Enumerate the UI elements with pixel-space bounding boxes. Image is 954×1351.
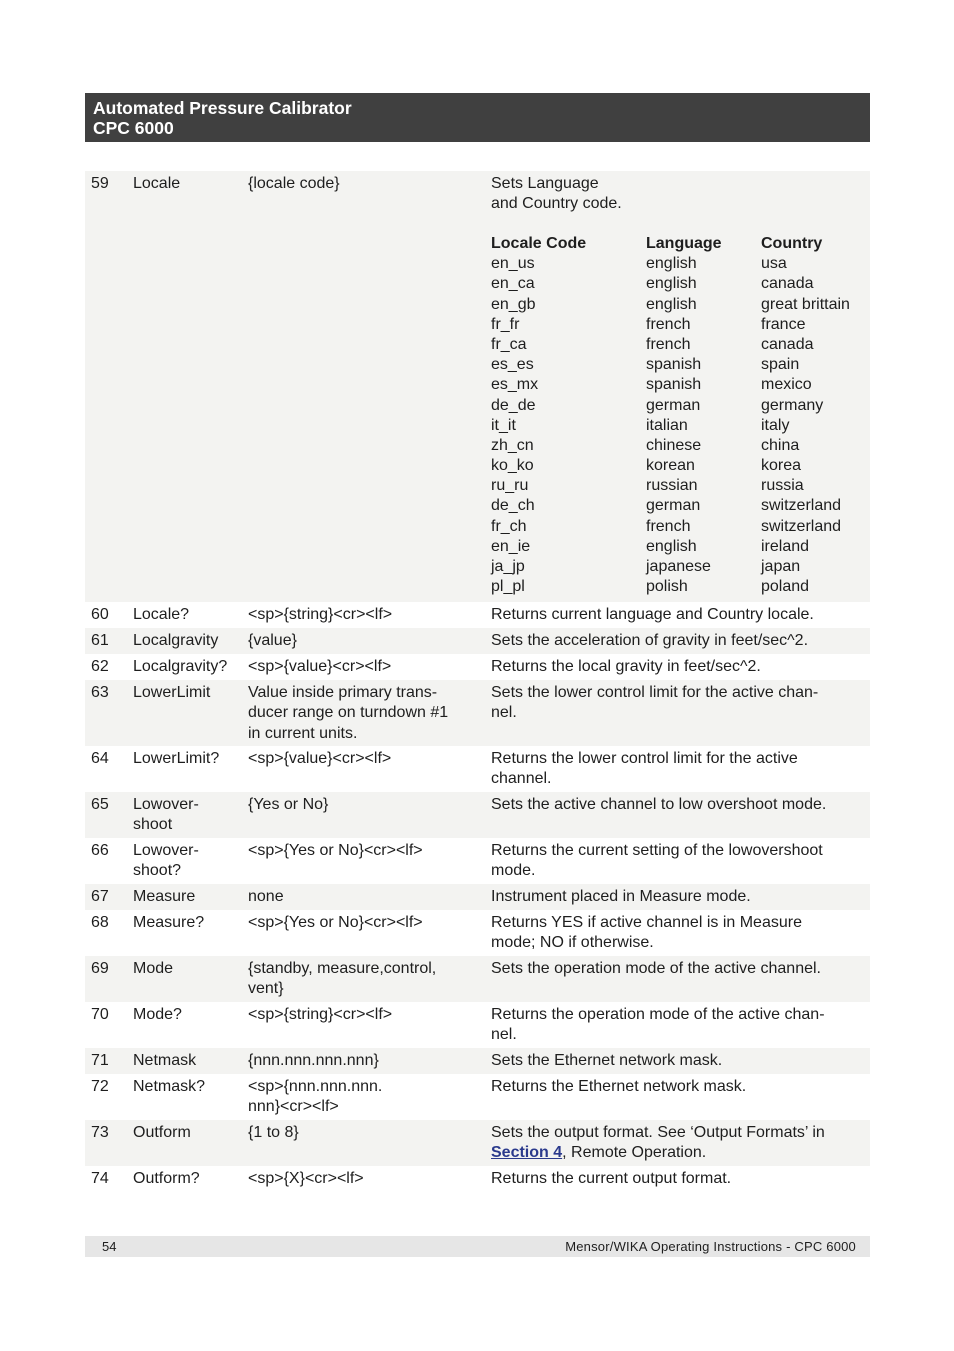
page-number: 54 [102,1239,117,1254]
country: spain [761,356,800,374]
command-parameter-line: {Yes or No} [248,796,329,813]
row-number: 71 [91,1052,109,1069]
command-parameter-line: {nnn.nnn.nnn.nnn} [248,1052,379,1069]
table-row [85,1074,870,1120]
description-text: , Remote Operation. [562,1144,707,1162]
command-description: Returns the current output format. [491,1170,732,1187]
country: italy [761,416,790,434]
table-row [85,1002,870,1048]
command-name [133,795,199,836]
command-parameter [248,631,480,651]
table-row [85,792,870,838]
command-description [491,913,863,954]
language: english [646,255,697,273]
command-parameter-line: {standby, measure,control, [248,960,437,977]
command-name: Locale [133,175,181,192]
command-description-line: Instrument placed in Measure mode. [491,888,751,905]
command-table [85,171,870,1192]
command-description [491,841,863,882]
command-description-line: Returns the lower control limit for the active [491,750,798,767]
command-parameter [248,841,480,861]
country: russia [761,477,804,495]
command-name-line: LowerLimit? [133,750,220,767]
command-name [133,631,218,651]
row-number: 59 [91,175,109,192]
command-description-line: Returns current language and Country locale. [491,606,814,623]
language: english [646,275,697,293]
locale-code: ja_jp [491,558,525,575]
country: ireland [761,537,810,555]
command-description-line: Returns the local gravity in feet/sec^2. [491,658,761,675]
row-number: 64 [91,750,109,767]
table-row [85,838,870,884]
country: canada [761,335,814,353]
locale-code: zh_cn [491,436,534,454]
command-name-line: Netmask? [133,1078,206,1095]
command-description-line: Sets the Ethernet network mask. [491,1052,723,1069]
command-description-line: Sets the acceleration of gravity in feet/sec^2. [491,632,809,649]
command-description [491,749,863,790]
description-line: Sets Language [491,175,599,192]
locale-code: fr_fr [491,315,520,333]
header-title: Automated Pressure Calibrator [93,98,352,118]
locale-table-header [491,234,866,254]
table-row [85,1166,870,1192]
command-name-line: Lowover- [133,842,199,859]
command-parameter: {locale code} [248,175,340,192]
row-number: 67 [91,888,109,905]
table-row [85,1120,870,1166]
command-name-line: Measure [133,888,196,905]
locale-code: ru_ru [491,477,529,495]
locale-code: ko_ko [491,457,534,475]
row-number: 61 [91,632,109,649]
language: japanese [646,558,711,575]
command-description [491,959,863,979]
command-name-line: Localgravity? [133,658,228,675]
locale-table-row [491,335,866,355]
command-parameter-line: in current units. [248,724,358,742]
command-description-line: Sets the active channel to low overshoot mode. [491,796,827,813]
command-name-line: Mode [133,960,174,977]
table-row [85,910,870,956]
command-parameter-line: nnn}<cr><lf> [248,1098,339,1116]
row-number: 69 [91,960,109,977]
command-parameter-line: <sp>{value}<cr><lf> [248,750,392,767]
locale-code-table [491,234,866,597]
locale-table-row [491,315,866,335]
column-header: Country [761,235,823,252]
command-parameter [248,959,480,1000]
section-4-link[interactable]: Section 4 [491,1144,563,1162]
country: usa [761,255,787,273]
command-description [491,605,863,625]
locale-code: it_it [491,416,516,434]
command-parameter-line: Value inside primary trans- [248,684,438,701]
command-description-line: Returns the current setting of the lowovershoot [491,842,823,859]
country: china [761,436,800,454]
command-name [133,749,219,769]
command-name [133,913,204,933]
locale-table-row [491,456,866,476]
command-name-line: Localgravity [133,632,219,649]
command-name-line: Mode? [133,1006,182,1023]
page-footer [85,1236,870,1257]
command-description-line: nel. [491,1026,517,1044]
command-parameter-line: <sp>{value}<cr><lf> [248,658,392,675]
command-description [491,657,863,677]
locale-code: en_us [491,255,535,273]
command-parameter: <sp>{X}<cr><lf> [248,1170,364,1187]
document-title: Mensor/WIKA Operating Instructions - CPC 6000 [565,1239,856,1254]
country: mexico [761,376,812,394]
command-parameter: {1 to 8} [248,1124,299,1141]
command-parameter-line: none [248,888,284,905]
language: english [646,295,697,313]
command-parameter-line: <sp>{Yes or No}<cr><lf> [248,914,423,931]
table-row [85,884,870,910]
command-name [133,959,173,979]
locale-code: en_ca [491,275,535,293]
command-description-line: Returns the Ethernet network mask. [491,1078,747,1095]
description-line [491,1143,863,1163]
header-model: CPC 6000 [93,118,174,138]
country: canada [761,275,814,293]
locale-table-row [491,577,866,597]
row-number: 63 [91,684,109,701]
row-number: 74 [91,1170,109,1187]
locale-code: de_de [491,396,536,414]
command-name [133,841,199,882]
command-name: Outform [133,1124,191,1141]
command-parameter [248,1051,480,1071]
locale-table-row [491,375,866,395]
command-name [133,1051,196,1071]
language: french [646,517,691,535]
country: switzerland [761,517,842,535]
command-description-line: Sets the lower control limit for the active chan- [491,684,819,701]
command-description [491,887,863,907]
command-parameter [248,913,480,933]
page-header [85,93,870,142]
description-line: and Country code. [491,195,622,213]
locale-table-row [491,254,866,274]
command-parameter [248,657,480,677]
table-row [85,654,870,680]
locale-table-row [491,557,866,577]
command-description [491,683,863,724]
locale-table-row [491,436,866,456]
command-parameter [248,605,480,625]
table-row [85,956,870,1002]
command-description-line: Sets the operation mode of the active channel. [491,960,821,977]
locale-code: es_es [491,356,534,374]
command-parameter [248,1077,480,1118]
locale-code: es_mx [491,376,539,394]
locale-code: fr_ca [491,335,527,353]
command-parameter [248,683,480,744]
language: french [646,315,691,333]
command-name-line: shoot [133,816,173,834]
description-line: Sets the output format. See ‘Output Formats’ in [491,1124,825,1141]
command-parameter-line: ducer range on turndown #1 [248,704,449,722]
command-parameter [248,887,480,907]
row-number: 70 [91,1006,109,1023]
language: polish [646,578,688,596]
command-name [133,657,227,677]
locale-table-row [491,476,866,496]
table-row [85,680,870,746]
language: russian [646,477,698,495]
locale-code: en_ie [491,537,531,555]
command-description-line: mode. [491,862,536,880]
command-description [491,1051,863,1071]
table-row [85,746,870,792]
command-name [133,1077,205,1097]
command-parameter [248,795,480,815]
command-name-line: Locale? [133,606,190,623]
language: italian [646,416,688,434]
language: chinese [646,436,702,454]
command-name-line: Netmask [133,1052,197,1069]
command-description-line: mode; NO if otherwise. [491,934,654,952]
command-parameter-line: vent} [248,980,284,998]
country: germany [761,396,824,414]
locale-table-row [491,537,866,557]
locale-code: pl_pl [491,578,525,596]
command-description-line: channel. [491,770,552,788]
command-parameter-line: <sp>{Yes or No}<cr><lf> [248,842,423,859]
locale-table-row [491,416,866,436]
command-name [133,887,195,907]
locale-table-row [491,355,866,375]
command-description [491,1005,863,1046]
country: japan [761,558,801,575]
locale-code: en_gb [491,295,536,313]
country: poland [761,578,810,596]
command-rows [85,602,870,1120]
row-number: 65 [91,796,109,813]
command-description-line: Returns YES if active channel is in Measure [491,914,802,931]
command-parameter-line: <sp>{string}<cr><lf> [248,1006,393,1023]
locale-table-row [491,274,866,294]
country: korea [761,457,802,475]
locale-table-row [491,295,866,315]
row-number: 68 [91,914,109,931]
row-number: 60 [91,606,109,623]
command-name-line: LowerLimit [133,684,211,701]
command-description [491,1077,863,1097]
row-number: 62 [91,658,109,675]
table-row [85,1048,870,1074]
language: french [646,335,691,353]
row-number: 73 [91,1124,109,1141]
language: korean [646,457,695,475]
command-name: Outform? [133,1170,200,1187]
country: france [761,315,806,333]
table-row [85,628,870,654]
country: switzerland [761,497,842,515]
column-header: Language [646,235,722,252]
country: great brittain [761,295,850,313]
command-parameter-line: <sp>{nnn.nnn.nnn. [248,1078,383,1095]
command-name-line: shoot? [133,862,182,880]
locale-table-row [491,396,866,416]
command-description-line: Returns the operation mode of the active chan- [491,1006,825,1023]
language: german [646,396,701,414]
command-parameter [248,749,480,769]
locale-table-row [491,517,866,537]
command-name-line: Lowover- [133,796,199,813]
row-number: 72 [91,1078,109,1095]
command-description [491,174,863,215]
locale-code: fr_ch [491,517,527,535]
row-number: 66 [91,842,109,859]
table-row [85,602,870,628]
command-name-line: Measure? [133,914,205,931]
language: spanish [646,356,702,374]
command-name [133,683,210,703]
command-name [133,1005,182,1025]
language: spanish [646,376,702,394]
column-header: Locale Code [491,235,587,252]
command-parameter [248,1005,480,1025]
locale-table-row [491,496,866,516]
locale-code: de_ch [491,497,535,515]
command-parameter-line: {value} [248,632,297,649]
table-row [85,171,870,602]
language: german [646,497,701,515]
command-description [491,631,863,651]
command-description [491,795,863,815]
language: english [646,537,697,555]
command-name [133,605,189,625]
command-parameter-line: <sp>{string}<cr><lf> [248,606,393,623]
command-description [491,1123,863,1164]
command-description-line: nel. [491,704,517,722]
